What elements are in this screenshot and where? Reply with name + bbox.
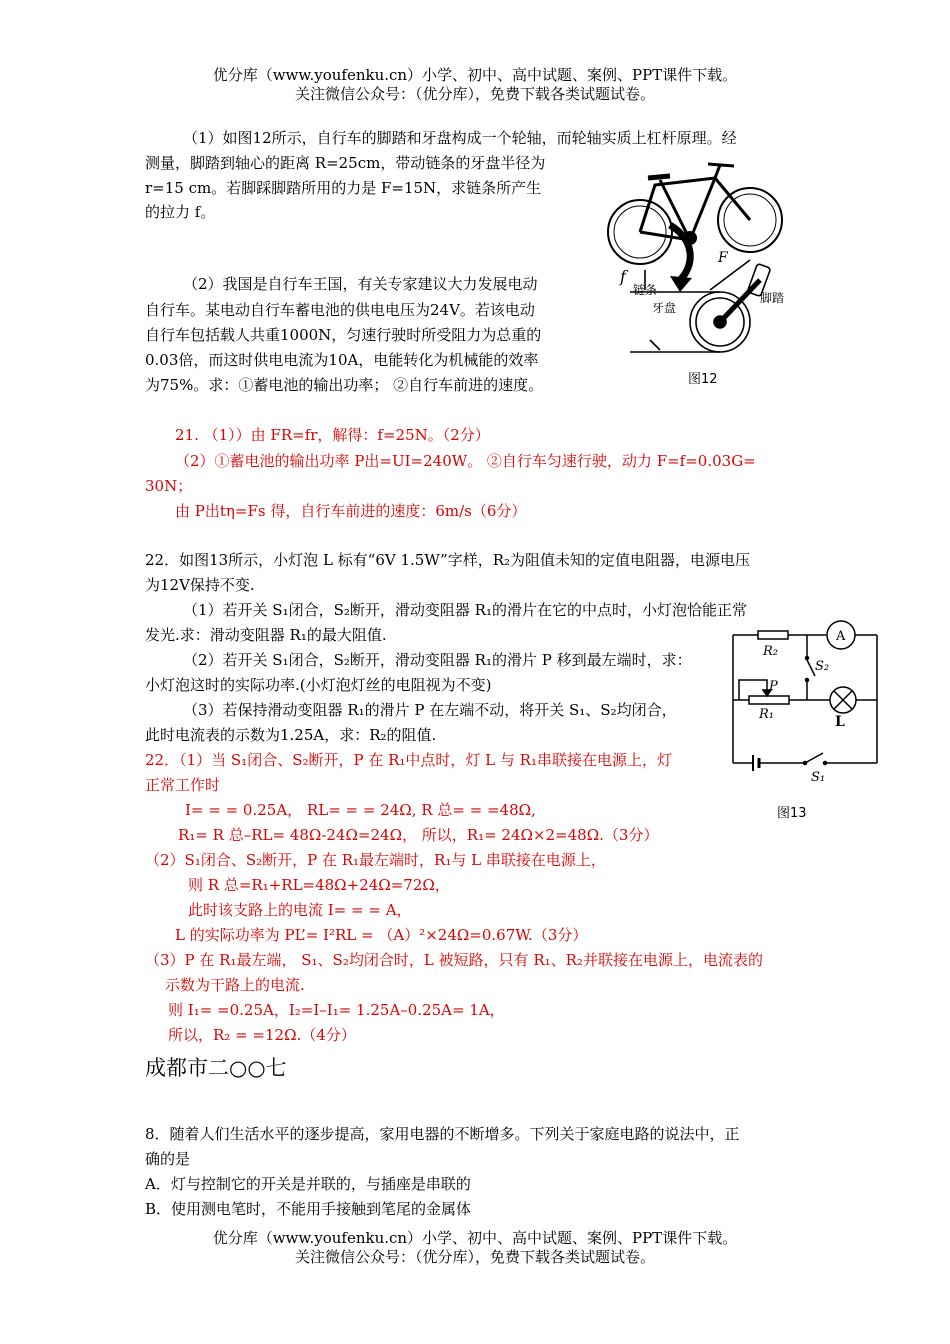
q21-line-7: 自行车包括载人共重1000N，匀速行驶时所受阻力为总重的: [145, 326, 542, 344]
q8-line-2: 确的是: [145, 1150, 191, 1168]
q21-line-9: 为75%。求：①蓄电池的输出功率； ②自行车前进的速度。: [145, 376, 544, 394]
q22-line-1: 22．如图13所示，小灯泡 L 标有“6V 1.5W”字样，R₂为阻值未知的定值电阻器，电源电压: [145, 551, 751, 569]
q8-line-1: 8．随着人们生活水平的逐步提高，家用电器的不断增多。下列关于家庭电路的说法中，正: [145, 1125, 740, 1143]
label-chain: 链条: [633, 283, 658, 297]
label-S1: S₁: [811, 770, 826, 785]
ans22-line-7: 此时该支路上的电流 I= = = A，: [188, 901, 412, 919]
ans22-line-5: （2）S₁闭合、S₂断开，P 在 R₁最左端时，R₁与 L 串联接在电源上，: [145, 851, 606, 869]
q22-line-2: 为12V保持不变.: [145, 576, 255, 594]
q21-line-4: 的拉力 f。: [145, 203, 216, 221]
label-F: F: [718, 250, 728, 266]
q22-line-8: 此时电流表的示数为1.25A，求：R₂的阻值.: [145, 726, 437, 744]
fig12-caption: 图12: [688, 372, 718, 387]
label-R2: R₂: [763, 644, 778, 659]
ans21-line-1: 21. （1））由 FR=fr，解得：f=25N。（2分）: [175, 426, 490, 444]
label-pedal: 脚踏: [760, 291, 785, 305]
ans21-line-2: （2）①蓄电池的输出功率 P出=UI=240W。 ②自行车匀速行驶，动力 F=f=0.03G=: [175, 452, 756, 470]
ans22-line-6: 则 R 总=R₁+RL=48Ω+24Ω=72Ω，: [188, 876, 450, 894]
q8-option-b: B．使用测电笔时，不能用手接触到笔尾的金属体: [145, 1200, 472, 1218]
q8-option-a: A．灯与控制它的开关是并联的，与插座是串联的: [145, 1175, 471, 1193]
rheostat-r1: [749, 696, 789, 704]
label-A: A: [836, 629, 846, 644]
fig13-caption: 图13: [777, 806, 807, 821]
ans22-line-11: 则 I₁= =0.25A，I₂=I–I₁= 1.25A–0.25A= 1A，: [168, 1001, 505, 1019]
q21-line-5: （2）我国是自行车王国，有关专家建议大力发展电动: [183, 275, 538, 293]
section-title: 成都市二○○七: [145, 1056, 287, 1080]
q22-line-7: （3）若保持滑动变阻器 R₁的滑片 P 在左端不动，将开关 S₁、S₂均闭合，: [183, 701, 677, 719]
footer-line-1: 优分库（www.youfenku.cn）小学、初中、高中试题、案例、PPT课件下载。: [212, 1229, 738, 1247]
q21-line-2: 测量，脚踏到轴心的距离 R=25cm，带动链条的牙盘半径为: [145, 154, 546, 172]
label-S2: S₂: [815, 659, 830, 674]
page-footer: [0, 1229, 950, 1267]
ans22-line-1: 22．（1）当 S₁闭合、S₂断开，P 在 R₁中点时，灯 L 与 R₁串联接在电源上，灯: [145, 751, 672, 769]
header-line-1: 优分库（www.youfenku.cn）小学、初中、高中试题、案例、PPT课件下载。: [212, 66, 738, 84]
header-line-2: 关注微信公众号：（优分库），免费下载各类试题试卷。: [294, 85, 655, 103]
ans22-line-4: R₁= R 总–RL= 48Ω-24Ω=24Ω， 所以，R₁= 24Ω×2=48Ω.（3分）: [178, 826, 659, 844]
ans22-line-8: L 的实际功率为 PL’= I²RL = （A）²×24Ω=0.67W.（3分）: [175, 926, 588, 944]
ans21-line-3: 30N；: [145, 477, 193, 495]
ans22-line-10: 示数为干路上的电流.: [165, 976, 305, 994]
ans22-line-9: （3）P 在 R₁最左端， S₁、S₂均闭合时，L 被短路，只有 R₁、R₂并联接在电源上，电流表的: [145, 951, 763, 969]
q22-line-5: （2）若开关 S₁闭合，S₂断开，滑动变阻器 R₁的滑片 P 移到最左端时，求：: [183, 651, 692, 669]
q21-line-3: r=15 cm。若脚踩脚踏所用的力是 F=15N，求链条所产生: [145, 179, 542, 197]
footer-line-2: 关注微信公众号：（优分库），免费下载各类试题试卷。: [294, 1248, 655, 1266]
label-R1: R₁: [759, 707, 774, 722]
page-header: [0, 66, 950, 104]
q22-line-6: 小灯泡这时的实际功率.(小灯泡灯丝的电阻视为不变): [145, 676, 492, 694]
q21-line-6: 自行车。某电动自行车蓄电池的供电电压为24V。若该电动: [145, 301, 535, 319]
ans21-line-4: 由 P出tη=Fs 得，自行车前进的速度：6m/s（6分）: [175, 502, 527, 520]
q22-line-4: 发光.求：滑动变阻器 R₁的最大阻值.: [145, 626, 387, 644]
circuit-figure: [725, 618, 885, 788]
ans22-line-12: 所以，R₂ = =12Ω.（4分）: [168, 1026, 356, 1044]
bicycle-figure: [600, 150, 800, 365]
resistor-r2: [758, 631, 788, 639]
ans22-line-3: I= = = 0.25A， RL= = = 24Ω, R 总= = =48Ω,: [185, 801, 536, 819]
label-f: f: [620, 267, 626, 286]
q22-line-3: （1）若开关 S₁闭合，S₂断开，滑动变阻器 R₁的滑片在它的中点时，小灯泡恰能正常: [183, 601, 747, 619]
label-disc: 牙盘: [652, 301, 677, 315]
q21-line-8: 0.03倍，而这时供电电流为10A，电能转化为机械能的效率: [145, 351, 539, 369]
label-L: L: [835, 714, 845, 730]
q21-line-1: （1）如图12所示，自行车的脚踏和牙盘构成一个轮轴，而轮轴实质上杠杆原理。经: [183, 129, 737, 147]
ans22-line-2: 正常工作时: [145, 776, 221, 794]
label-P: P: [769, 679, 778, 694]
